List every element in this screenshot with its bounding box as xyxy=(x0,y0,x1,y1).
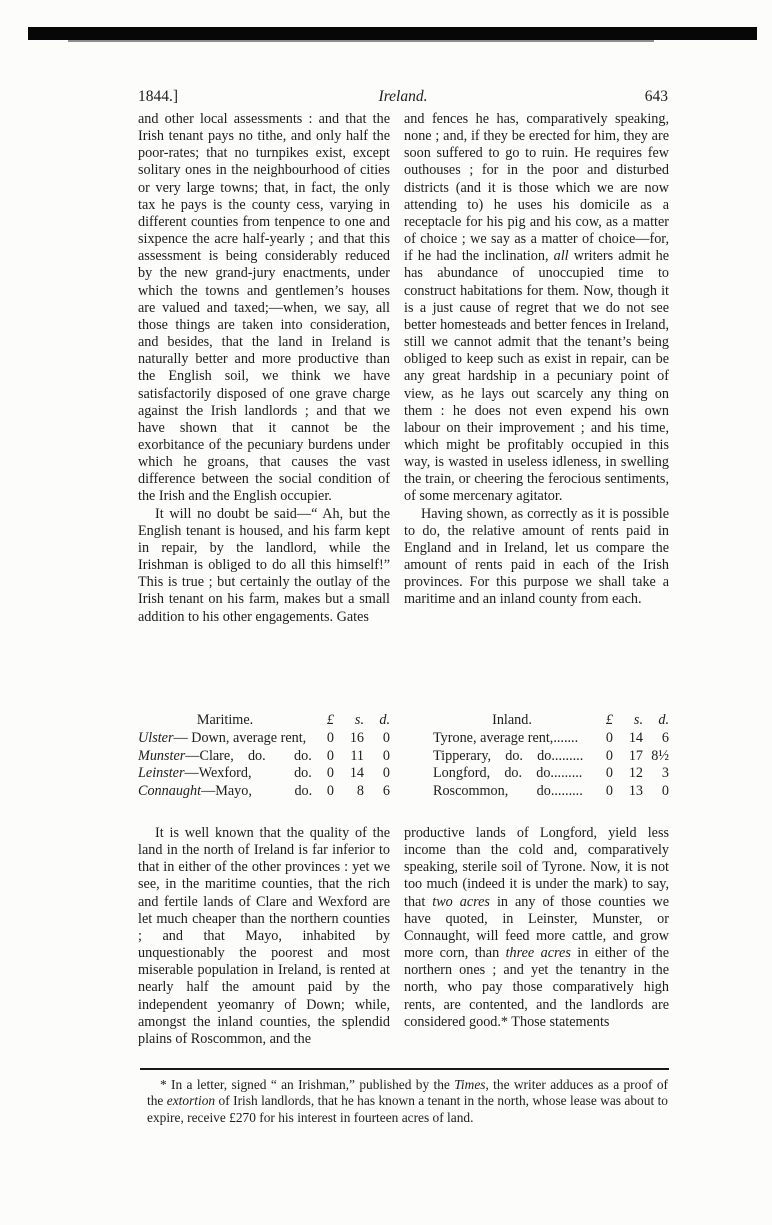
row-label: Munster—Clare, do. do. xyxy=(138,747,312,764)
table-header-row xyxy=(138,712,390,730)
pence-value: 0 xyxy=(382,729,390,746)
shillings-value: 17 xyxy=(628,747,643,764)
paragraph: Having shown, as correctly as it is possible to do, the relative amount of rents paid in England and in Ireland, let us compare the amount of rents paid in each of the Irish provinces. For this purpose we shall take a maritime and an inland county from each. xyxy=(404,505,669,608)
row-label: Tipperary, do. do......... xyxy=(433,747,584,764)
pence-header: d. xyxy=(379,712,390,728)
pence-value: 3 xyxy=(661,765,669,782)
paragraph: productive lands of Longford, yield less income than the cold and, comparatively speaking, sterile soil of Tyrone. Now, it is not too much (indeed it is under the mark) to say, that two acres in any of those counties we have quoted, in Leinster, Munster, or Connaught, will feed more cattle, and grow more corn, than three acres in either of the northern ones ; and yet the tenantry in the north, who pay those comparatively high rents, are contented, and the landlords are considered good.* Those statements xyxy=(404,825,670,1030)
pounds-header: £ xyxy=(605,712,613,728)
inland-rent-table xyxy=(433,712,669,801)
table-row xyxy=(433,765,669,783)
pounds-value: 0 xyxy=(326,747,334,764)
table-row xyxy=(433,748,669,766)
table-title: Maritime. xyxy=(196,712,254,728)
row-label: Leinster—Wexford, do. xyxy=(138,765,312,782)
row-label: Ulster— Down, average rent, xyxy=(138,729,307,746)
rent-tables xyxy=(138,712,669,801)
pounds-header: £ xyxy=(326,712,334,728)
header-year: 1844.] xyxy=(138,88,179,105)
table-title: Inland. xyxy=(492,712,532,728)
row-label: Tyrone, average rent,....... xyxy=(433,729,579,746)
pounds-value: 0 xyxy=(605,729,613,746)
shillings-value: 8 xyxy=(356,783,364,800)
body-bottom-columns xyxy=(138,825,669,1048)
page-number: 643 xyxy=(644,88,669,105)
pence-value: 0 xyxy=(661,783,669,800)
shillings-header: s. xyxy=(633,712,643,728)
pounds-value: 0 xyxy=(605,783,613,800)
table-row xyxy=(138,765,390,783)
pounds-value: 0 xyxy=(326,765,334,782)
table-row xyxy=(138,748,390,766)
table-row xyxy=(433,783,669,801)
shillings-value: 14 xyxy=(628,729,643,746)
pounds-value: 0 xyxy=(326,729,334,746)
page-title: Ireland. xyxy=(378,88,428,105)
pounds-value: 0 xyxy=(605,765,613,782)
table-header-row xyxy=(433,712,669,730)
maritime-rent-table xyxy=(138,712,390,801)
shillings-value: 12 xyxy=(628,765,643,782)
paragraph: and fences he has, comparatively speaking, none ; and, if they be erected for him, they are soon suffered to go to ruin. He requires few outhouses ; for in the poor and disturbed districts (and it is those which we are now attending to) he uses his domicile as a receptacle for his pig and his cow, as a matter of choice ; we say as a matter of choice—for, if he had the inclination, all writers admit he has abundance of unoccupied time to construct habitations for them. Now, though it is a just cause of regret that we do not see better homesteads and better fences in Ireland, still we cannot admit that the tenant’s being obliged to keep such as exist in repair, can be any great hardship in a pecuniary point of view, as he lays out scarcely any thing on them : he does not even expend his own labour on their improvement ; and his time, which might be profitably occupied in this way, is wasted in useless idleness, in swelling the train, or cheering the ferocious sentiments, of some mercenary agitator. xyxy=(404,111,669,505)
shillings-value: 16 xyxy=(349,729,364,746)
pence-value: 0 xyxy=(382,747,390,764)
article-column-left xyxy=(138,825,390,1048)
paragraph: It will no doubt be said—“ Ah, but the English tenant is housed, and his farm kept in repair, by the landlord, while the Irishman is obliged to do all this himself!” This is true ; but certainly the outlay of the Irish tenant on his farm, makes but a small addition to his other engagements. Gates xyxy=(138,505,390,625)
paragraph: It is well known that the quality of the land in the north of Ireland is far inferior to that in either of the other provinces : yet we see, in the maritime counties, that the rich and fertile lands of Clare and Wexford are let much cheaper than the northern counties ; and that Mayo, inhabited by unquestionably the poorest and most miserable population in Ireland, is rented at nearly half the amount paid by the independent yeomanry of Down; while, amongst the inland counties, the splendid plains of Roscommon, and the xyxy=(138,825,390,1047)
pence-value: 0 xyxy=(382,765,390,782)
pence-value: 6 xyxy=(661,729,669,746)
pence-header: d. xyxy=(658,712,669,728)
body-top-columns xyxy=(138,111,669,626)
row-label: Connaught—Mayo, do. xyxy=(138,783,312,800)
table-row xyxy=(138,730,390,748)
shillings-value: 11 xyxy=(350,747,364,764)
scan-artifact-bar xyxy=(28,27,757,40)
table-row xyxy=(433,730,669,748)
footnote-divider xyxy=(140,1068,669,1070)
paragraph: and other local assessments : and that the Irish tenant pays no tithe, and only half the poor-rates; that no turnpikes exist, except solitary ones in the neighbourhood of cities or very large towns; that, in fact, the only tax he pays is the county cess, varying in different counties from tenpence to one and sixpence the acre half-yearly ; and that this assessment is being considerably reduced by the new grand-jury enactments, under which the towns and gentlemen’s houses are valued and taxed;—when, we say, all those things are taken into consideration, and besides, that the land in Ireland is naturally better and more productive than the English soil, we think we have satisfactorily disposed of one grave charge against the Irish landlords ; and that we have shown that it cannot be the exorbitance of the pecuniary burdens under which he groans, that causes the vast difference between the social condition of the Irish and the English occupier. xyxy=(138,111,390,505)
footnote-text: * In a letter, signed “ an Irishman,” published by the Times, the writer adduces as a proof of the extortion of Irish landlords, that he has known a tenant in the north, whose lease was about to expire, receive £270 for his interest in fourteen acres of land. xyxy=(147,1077,668,1125)
running-head xyxy=(138,88,668,106)
article-column-left xyxy=(138,111,390,626)
row-label: Roscommon, do......... xyxy=(433,783,583,800)
pounds-value: 0 xyxy=(605,747,613,764)
article-column-right xyxy=(404,825,669,1048)
row-label: Longford, do. do......... xyxy=(433,765,583,782)
shillings-header: s. xyxy=(354,712,364,728)
shillings-value: 14 xyxy=(349,765,364,782)
table-row xyxy=(138,783,390,801)
footnote xyxy=(147,1077,668,1126)
article-column-right xyxy=(404,111,669,626)
pence-value: 6 xyxy=(382,783,390,800)
shillings-value: 13 xyxy=(628,783,643,800)
pounds-value: 0 xyxy=(326,783,334,800)
scan-artifact-smear xyxy=(68,40,654,42)
pence-value: 8½ xyxy=(651,747,669,764)
